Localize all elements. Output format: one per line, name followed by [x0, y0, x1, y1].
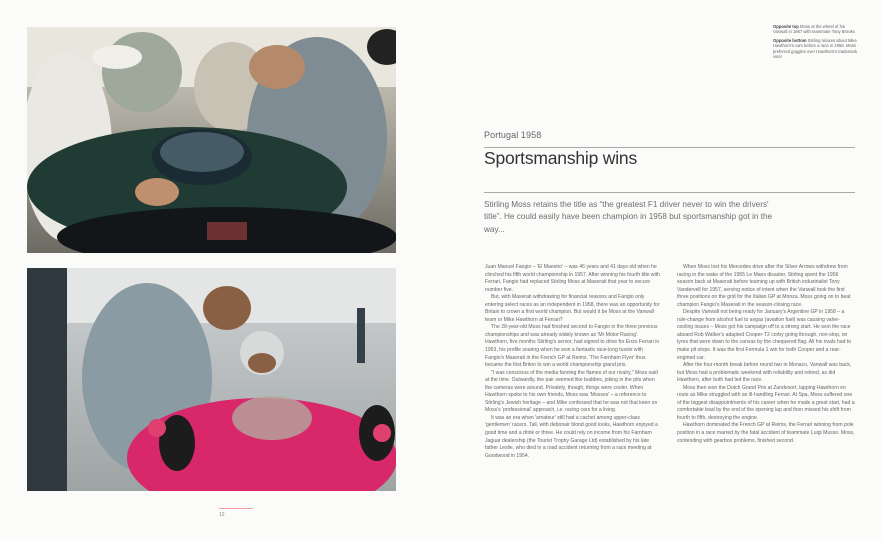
caption-top-text: Moss at the wheel of his Vanwall in 1957 with teammate Tony Brooks	[773, 24, 855, 35]
caption-bottom	[773, 38, 859, 60]
page-headline: Sportsmanship wins	[484, 148, 637, 168]
footer-rule	[219, 508, 253, 509]
photo-pit-scene	[27, 27, 396, 253]
caption-bottom-label: Opposite bottom	[773, 37, 807, 43]
intro-text: Stirling Moss retains the title as “the greatest F1 driver never to win the drivers' title”. He could easily have been champion in 1958 but sportsmanship got in the way...	[484, 200, 773, 234]
page-number: 12	[219, 512, 225, 518]
section-label: Portugal 1958	[484, 130, 542, 140]
body-column-2	[677, 264, 855, 445]
body-paragraph: But, with Maserati withdrawing for financial reasons and Fangio only entering select races as an independent in 1958, there was an opportunity for Britain to crown a first world champion. But would it be Moss at the Vanwall team or Mike Hawthorn at Ferrari?	[485, 294, 660, 323]
caption-top-label: Opposite top	[773, 24, 799, 29]
body-paragraph: After the four-month break before round two in Monaco, Vanwall was back, but Moss had a problematic weekend with reliability and retired, as did Hawthorn, after both had led the race.	[677, 362, 852, 384]
caption-top	[773, 24, 859, 35]
caption-bottom-text: Stirling relaxes about Mike Hawthorn's cars before a race in 1958. Moss preferred goggles over Hawthorn's trademark visor	[773, 37, 858, 60]
body-column-1	[485, 264, 663, 460]
body-paragraph: It was an era when 'amateur' still had a cachet among upper-class 'gentlemen' racers. Tall, with debonair blond good looks, Hawthorn enjoyed a good time and a drink or three. He could rely on income from his Farnham Jaguar dealership (the Tourist Trophy Garage Ltd) established by his late father Leslie, who died in a road accident returning from a race meeting at Goodwood in 1954.	[485, 414, 658, 459]
body-paragraph: Despite Vanwall not being ready for January's Argentine GP in 1958 – a rule-change from alcohol fuel to avgas (aviation fuel) was causing valve-cooling issues – Moss got his campaign off to a strong start. He won the race aboard Rob Walker's adapted Cooper-T2 corby going through, non-stop, on tyres that were down to the canvas by the chequered flag. All his rivals had to make pit stops. It was the first Formula 1 win for both Cooper and a rear-engined car.	[677, 309, 852, 361]
photo-driver-in-car	[27, 268, 396, 491]
photo-captions	[773, 24, 859, 62]
body-paragraph: "I was conscious of the media fanning the flames of our rivalry," Moss said at the time. Outwardly, the pair seemed like buddies, joking in the pits when the cameras were around. Privately, though, things were cooler. When Hawthorn spoke to his own friends, Moss was 'Mosses' – a reference to Stirling's Jewish heritage – and Mike confessed that he was not that keen on Moss's 'professional' approach, i.e. racing cars for a living.	[485, 369, 658, 414]
body-paragraph: Juan Manuel Fangio – 'El Maestro' – was 46 years and 41 days old when he clinched his fifth world championship in 1957. After winning his fourth title with Ferrari, Fangio had replaced Stirling Moss at Maserati that year to secure number five.	[485, 264, 660, 293]
headline-bottom-rule	[484, 192, 855, 193]
body-paragraph: When Moss lost his Mercedes drive after the Silver Arrows withdrew from racing in the wake of the 1955 Le Mans disaster, Stirling spent the 1956 season back at Maserati before teaming up with British industrialist Tony Vandervell for 1957, serving notice of intent when the Vanwall took the first three positions on the grid for the Italian GP at Monza. Moss going on to beat champion Fangio's Maserati in the season-closing race.	[677, 264, 851, 308]
body-paragraph: The 28-year-old Moss had finished second to Fangio in the three previous championships and was already widely known as 'Mr Motor Racing'. Hawthorn, five months Stirling's senior, had signed to drive for Enzo Ferrari in 1953, his profile soaring when he won a fantastic race-long tussle with Fangio's Maserati in the French GP at Reims. 'The Farnham Flyer' thus became the first Briton to win a world championship grand prix.	[485, 324, 660, 369]
body-paragraph: Moss then won the Dutch Grand Prix at Zandvoort, lapping Hawthorn en route as Mike struggled with an ill-handling Ferrari. At Spa, Moss suffered one of the biggest disappointments of his career when he made a great start, had a comfortable lead by the end of the opening lap and then missed his shift from fourth to fifth, destroying the engine.	[677, 384, 855, 421]
body-paragraph: Hawthorn dominated the French GP at Reims, the Ferrari winning from pole position in a race marred by the fatal accident of teammate Luigi Musso. Moss, contending with gearbox problems, finished second.	[677, 422, 855, 444]
